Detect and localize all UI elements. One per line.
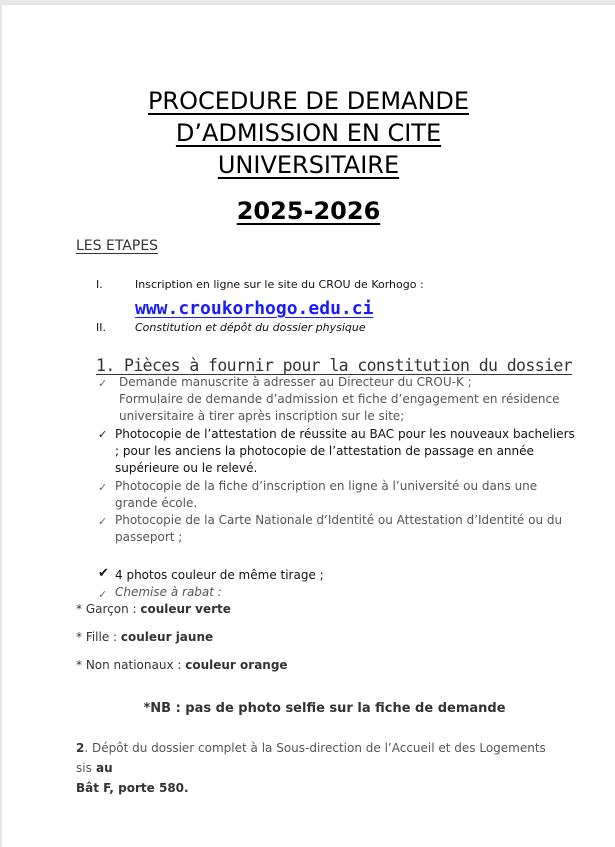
section-2-number: 2: [76, 741, 85, 755]
list-item-online-registration: Photocopie de la fiche d’inscription en ligne à l’université ou dans une grande école.: [115, 479, 538, 510]
section-1-heading: 1. Pièces à fournir pour la constitution du dossier: [96, 356, 573, 375]
list-item-bac-certificate: Photocopie de l’attestation de réussite au BAC pour les nouveaux bacheliers ; pour les anciens la photocopie de l’attestation de passage en année supérieure ou le relevé.: [115, 427, 575, 475]
check-icon: ✓: [98, 428, 108, 441]
step-text-2: Constitution et dépôt du dossier physique: [135, 321, 366, 334]
list-item-photos: 4 photos couleur de même tirage ;: [115, 568, 324, 582]
steps-heading: LES ETAPES: [76, 238, 159, 254]
check-icon: ✓: [98, 588, 108, 601]
folder-color-non-nationals: [76, 658, 288, 672]
check-icon: ✓: [98, 377, 108, 390]
step-numeral-2: II.: [96, 321, 106, 334]
title-line-1: PROCEDURE DE DEMANDE: [147, 87, 470, 115]
title-line-3: UNIVERSITAIRE: [217, 151, 400, 179]
title-line-2: D’ADMISSION EN CITE: [175, 119, 442, 147]
step-text-1: Inscription en ligne sur le site du CROU de Korhogo :: [135, 278, 424, 291]
year-heading: 2025-2026: [236, 197, 381, 225]
section-2-deposit: [76, 738, 556, 798]
section-2-location: Bât F, porte 580.: [76, 781, 189, 795]
list-item-id-card: Photocopie de la Carte Nationale d’Identité ou Attestation d’Identité ou du passeport ;: [115, 513, 563, 544]
document-page: [2, 5, 615, 847]
list-item-manuscript-request: [119, 374, 560, 425]
check-heavy-icon: ✔: [98, 566, 109, 581]
website-link[interactable]: www.croukorhogo.edu.ci: [135, 298, 374, 319]
list-item-line: Demande manuscrite à adresser au Directeur du CROU-K ;: [119, 375, 472, 389]
list-item-line: universitaire à tirer après inscription sur le site;: [119, 409, 405, 423]
section-2-text: . Dépôt du dossier complet à la Sous-direction de l’Accueil et des Logements sis: [76, 741, 546, 775]
list-item-folder: Chemise à rabat :: [115, 585, 222, 599]
folder-color-label: * Fille :: [76, 630, 121, 644]
check-icon: ✓: [98, 481, 108, 494]
check-icon: ✓: [98, 515, 108, 528]
step-numeral-1: I.: [96, 278, 103, 291]
list-item-line: Formulaire de demande d’admission et fiche d’engagement en résidence: [119, 392, 560, 406]
folder-color-label: * Garçon :: [76, 602, 141, 616]
folder-color-value: couleur verte: [140, 602, 231, 616]
folder-color-boy: [76, 602, 231, 616]
folder-color-label: * Non nationaux :: [76, 658, 186, 672]
folder-color-girl: [76, 630, 213, 644]
section-2-text-tail: au: [91, 761, 113, 775]
folder-color-value: couleur orange: [185, 658, 288, 672]
folder-color-value: couleur jaune: [120, 630, 214, 644]
selfie-note: *NB : pas de photo selfie sur la fiche de demande: [143, 701, 506, 716]
